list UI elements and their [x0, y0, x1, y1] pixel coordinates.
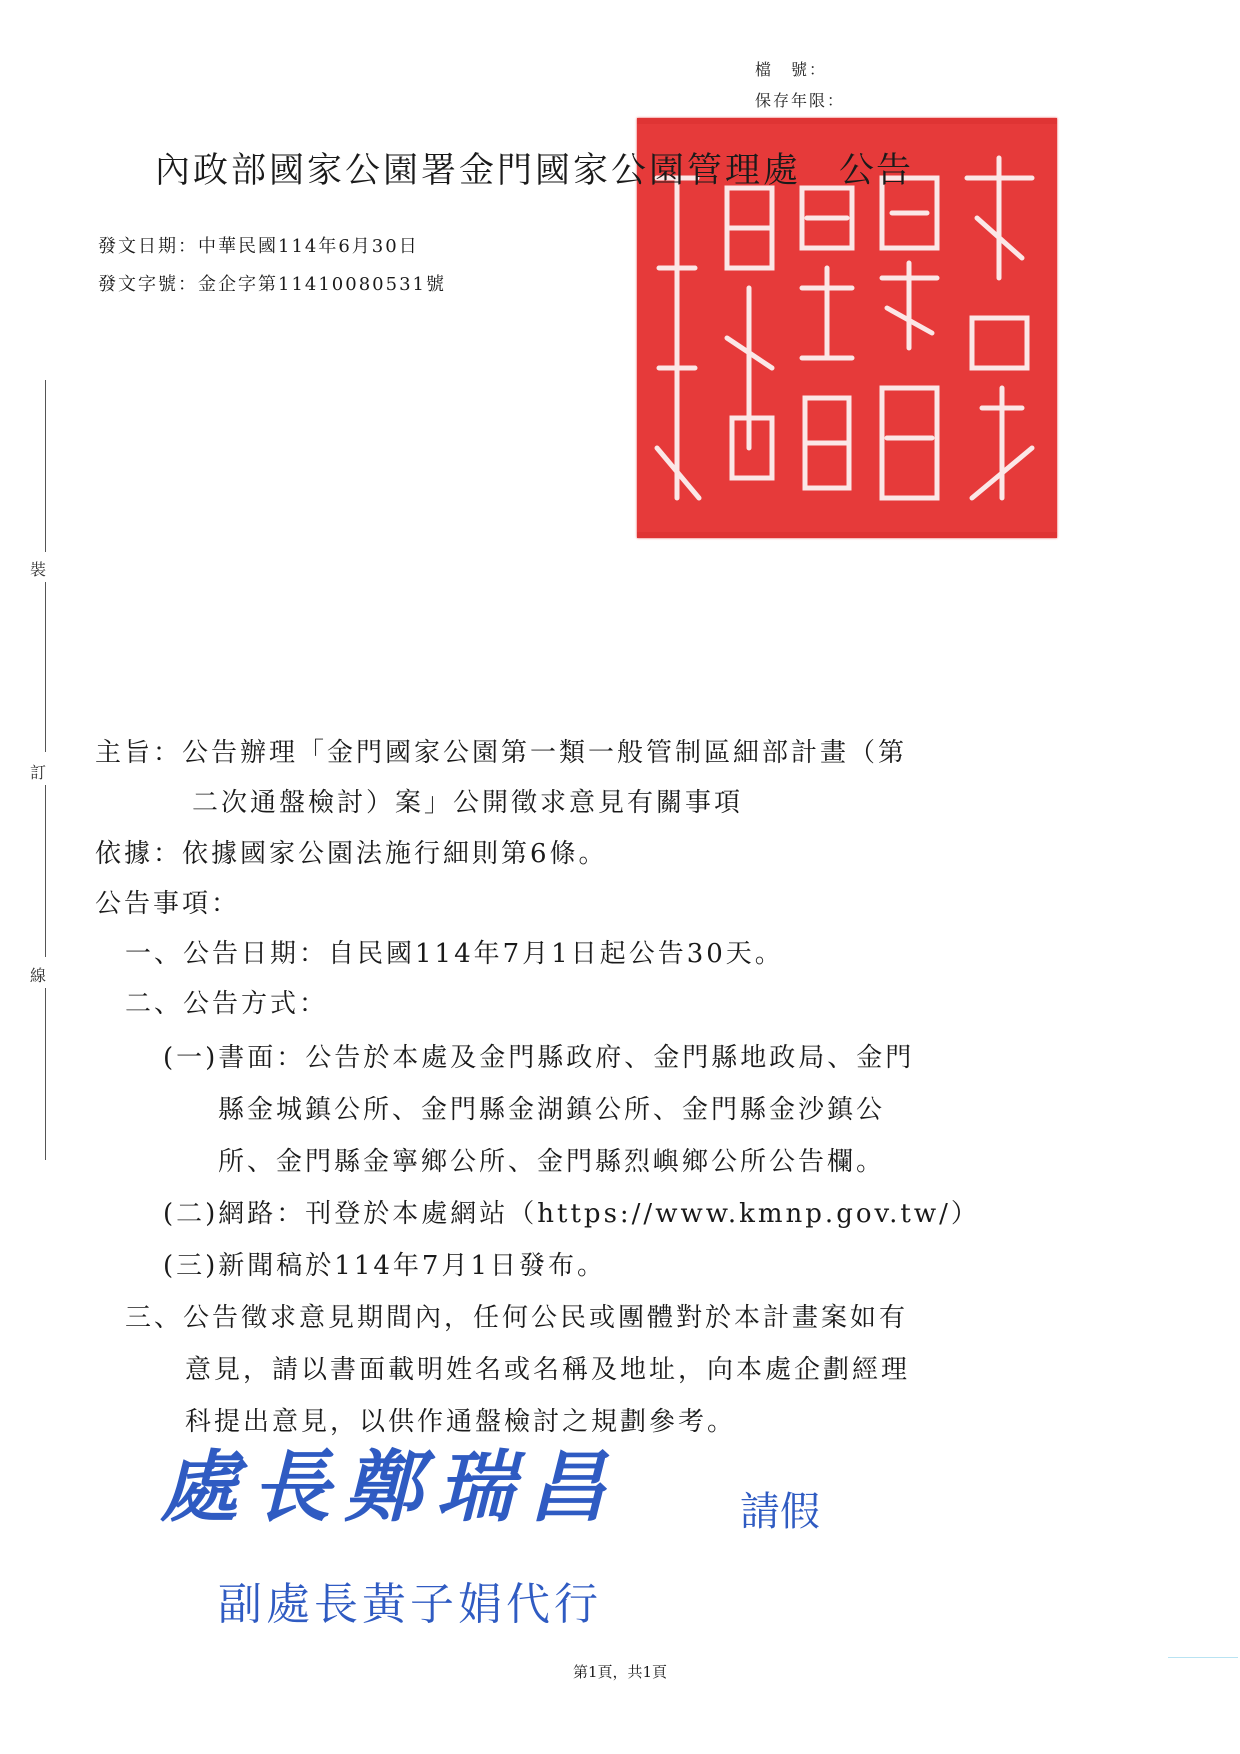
sub-item-1-line-3: 所、金門縣金寧鄉公所、金門縣烈嶼鄉公所公告欄。	[218, 1147, 886, 1177]
items-heading: 公告事項：	[95, 889, 241, 919]
retention-period-label: 保存年限：	[755, 91, 846, 110]
sub-item-3: (三)新聞稿於114年7月1日發布。	[163, 1251, 606, 1281]
binding-line-segment	[45, 785, 46, 957]
sub-item-1-line-2: 縣金城鎮公所、金門縣金湖鎮公所、金門縣金沙鎮公	[218, 1095, 886, 1125]
item-1: 一、公告日期：自民國114年7月1日起公告30天。	[125, 939, 784, 969]
leave-stamp: 請假	[740, 1489, 820, 1535]
subject-line-1: 主旨：公告辦理「金門國家公園第一類一般管制區細部計畫（第	[95, 738, 908, 768]
director-signature: 處長鄭瑞昌	[160, 1442, 621, 1533]
agency-name: 內政部國家公園署金門國家公園管理處	[155, 151, 802, 191]
binding-line-segment	[45, 582, 46, 752]
subject-line-2: 二次通盤檢討）案」公開徵求意見有關事項	[192, 788, 744, 818]
sub-item-2: (二)網路：刊登於本處網站（https://www.kmnp.gov.tw/）	[163, 1199, 980, 1229]
file-number-label: 檔 號：	[755, 60, 828, 79]
item-3-line-3: 科提出意見，以供作通盤檢討之規劃參考。	[185, 1407, 737, 1437]
issue-date: 發文日期：中華民國114年6月30日	[98, 236, 419, 257]
binding-char-1: 裝	[30, 560, 47, 579]
item-3-line-1: 三、公告徵求意見期間內，任何公民或團體對於本計畫案如有	[125, 1303, 909, 1333]
basis-line: 依據：依據國家公園法施行細則第6條。	[95, 839, 608, 869]
binding-char-3: 線	[30, 966, 47, 985]
scan-artifact-line	[1168, 1657, 1238, 1658]
issue-number: 發文字號：金企字第11410080531號	[98, 274, 446, 295]
item-3-line-2: 意見，請以書面載明姓名或名稱及地址，向本處企劃經理	[185, 1355, 911, 1385]
page-number: 第1頁，共1頁	[572, 1663, 668, 1681]
item-2: 二、公告方式：	[125, 989, 329, 1019]
sub-item-1-line-1: (一)書面：公告於本處及金門縣政府、金門縣地政局、金門	[163, 1043, 915, 1073]
deputy-acting-stamp: 副處長黃子娟代行	[218, 1579, 602, 1630]
binding-char-2: 訂	[30, 763, 47, 782]
binding-line-segment	[45, 380, 46, 552]
document-type: 公告	[839, 151, 914, 191]
document-title	[155, 143, 913, 193]
binding-line-segment	[45, 988, 46, 1160]
